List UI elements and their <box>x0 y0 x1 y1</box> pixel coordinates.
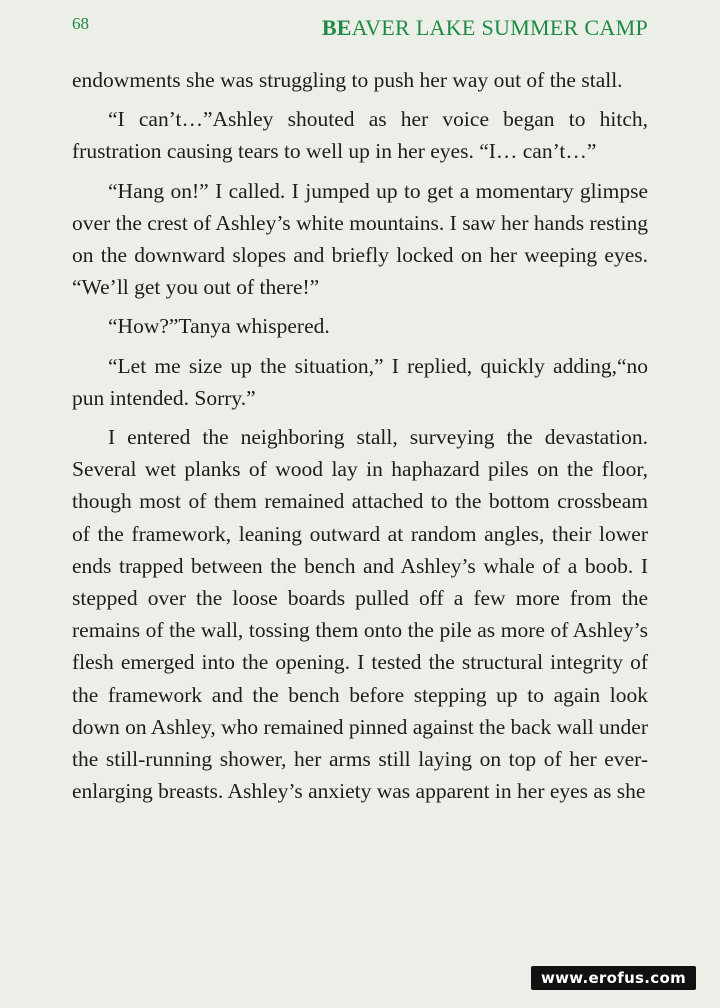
paragraph-6: I entered the neighboring stall, surveying the devastation. Several wet planks of wood lay in haphazard piles on the floor, though most of them remained attached to the bottom crossbeam of the framework, leaning outward at random angles, their lower ends trapped between the bench and Ashley’s whale of a boob. I stepped over the loose boards pulled off a few more from the remains of the wall, tossing them onto the pile as more of Ashley’s flesh emerged into the opening. I tested the structural integrity of the framework and the bench before stepping up to again look down on Ashley, who remained pinned against the back wall under the still-running shower, her arms still laying on top of her ever-enlarging breasts. Ashley’s anxiety was apparent in her eyes as she <box>72 425 648 804</box>
paragraph-4: “How?”Tanya whispered. <box>108 314 330 339</box>
paragraph-5: “Let me size up the situation,” I replied, quickly adding,“no pun intended. Sorry.” <box>72 353 648 410</box>
watermark: www.erofus.com <box>531 966 696 990</box>
page-number: 68 <box>72 14 89 33</box>
running-head <box>322 15 648 41</box>
running-head-title: AVER LAKE SUMMER CAMP <box>351 15 648 40</box>
paragraph-1: endowments she was struggling to push her way out of the stall. <box>72 68 623 92</box>
paragraph-3: “Hang on!” I called. I jumped up to get a momentary glimpse over the crest of Ashley’s white mountains. I saw her hands resting on the downward slopes and briefly locked on her weeping eyes. “We’ll get you out of there!” <box>72 178 648 300</box>
running-head-initials: BE <box>321 15 352 40</box>
body-text <box>72 64 648 814</box>
paragraph-2: “I can’t…”Ashley shouted as her voice began to hitch, frustration causing tears to well up in her eyes. “I… can’t…” <box>72 107 648 164</box>
